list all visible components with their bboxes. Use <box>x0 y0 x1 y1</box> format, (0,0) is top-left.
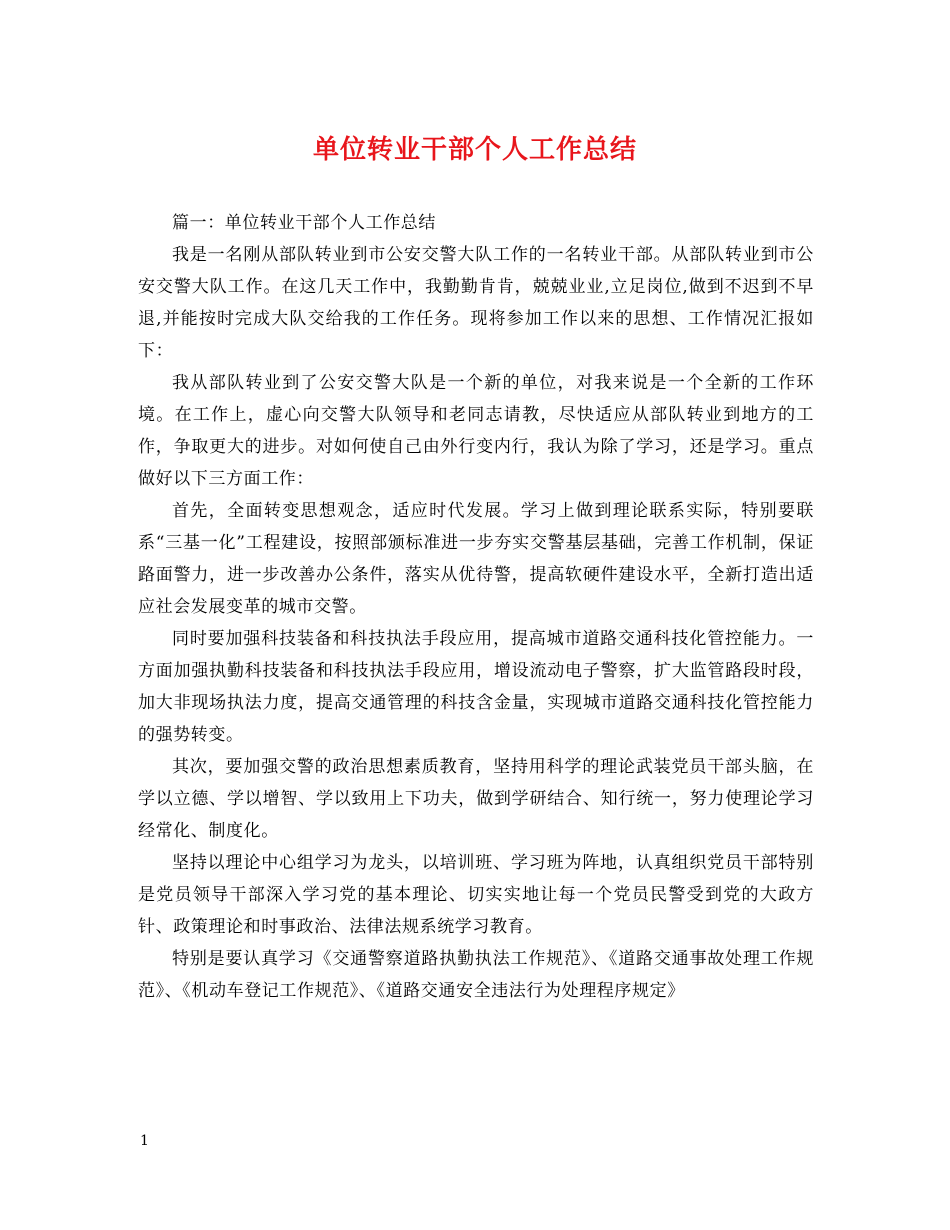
document-title: 单位转业干部个人工作总结 <box>312 135 637 165</box>
paragraph-first-point: 首先，全面转变思想观念，适应时代发展。学习上做到理论联系实际，特别要联系“三基一化”工程建设，按照部颁标准进一步夯实交警基层基础，完善工作机制，保证路面警力，进一步改善办公条件，落实从优待警，提高软硬件建设水平，全新打造出适应社会发展变革的城市交警。 <box>138 501 814 617</box>
paragraph-technology: 同时要加强科技装备和科技执法手段应用，提高城市道路交通科技化管控能力。一方面加强执勤科技装备和科技执法手段应用，增设流动电子警察，扩大监管路段时段，加大非现场执法力度，提高交通管理的科技含金量，实现城市道路交通科技化管控能力的强势转变。 <box>138 629 814 745</box>
page-number: 1 <box>140 1133 149 1149</box>
paragraph-regulations: 特别是要认真学习《交通警察道路执勤执法工作规范》、《道路交通事故处理工作规范》、《机动车登记工作规范》、《道路交通安全违法行为处理程序规定》 <box>138 949 814 1001</box>
paragraph-new-environment: 我从部队转业到了公安交警大队是一个新的单位，对我来说是一个全新的工作环境。在工作上，虚心向交警大队领导和老同志请教，尽快适应从部队转业到地方的工作，争取更大的进步。对如何使自己由外行变内行，我认为除了学习，还是学习。重点做好以下三方面工作： <box>138 373 814 489</box>
document-body <box>138 207 814 1007</box>
paragraph-second-point: 其次，要加强交警的政治思想素质教育，坚持用科学的理论武装党员干部头脑，在学以立德、学以增智、学以致用上下功夫，做到学研结合、知行统一，努力使理论学习经常化、制度化。 <box>138 757 814 841</box>
paragraph-intro: 我是一名刚从部队转业到市公安交警大队工作的一名转业干部。从部队转业到市公安交警大队工作。在这几天工作中，我勤勤肯肯，兢兢业业,立足岗位,做到不迟到不早退,并能按时完成大队交给我的工作任务。现将参加工作以来的思想、工作情况汇报如下： <box>138 245 814 361</box>
paragraph-heading: 篇一：单位转业干部个人工作总结 <box>172 213 436 233</box>
paragraph-theory-study: 坚持以理论中心组学习为龙头，以培训班、学习班为阵地，认真组织党员干部特别是党员领导干部深入学习党的基本理论、切实实地让每一个党员民警受到党的大政方针、政策理论和时事政治、法律法规系统学习教育。 <box>138 853 814 937</box>
